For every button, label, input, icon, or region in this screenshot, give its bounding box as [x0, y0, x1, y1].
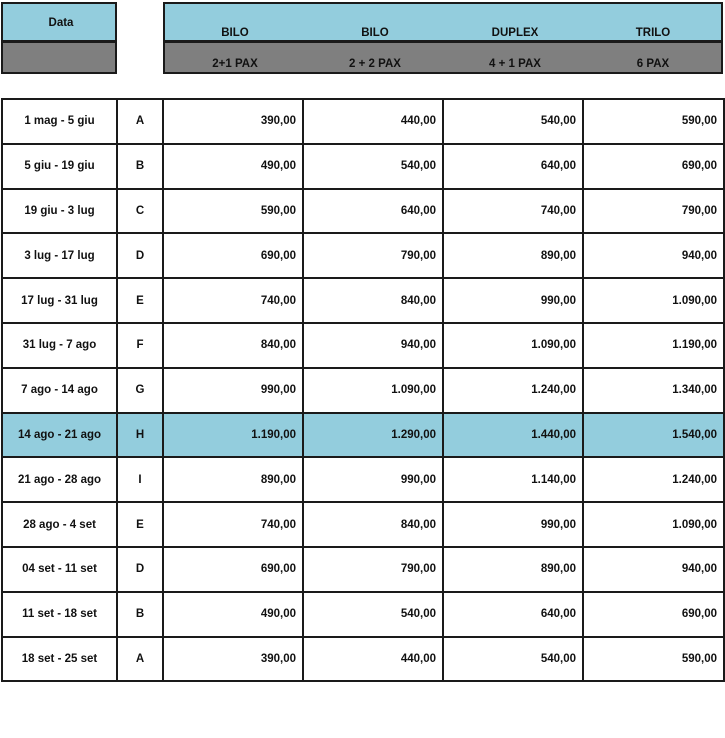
table-row — [2, 368, 724, 413]
price-cell: 990,00 — [443, 278, 583, 323]
table-row — [2, 278, 724, 323]
price-cell: 390,00 — [163, 99, 303, 144]
price-cell: 540,00 — [303, 592, 443, 637]
price-cell: 1.540,00 — [583, 413, 724, 458]
header-type-2: BILO — [361, 27, 389, 39]
price-table-body — [2, 99, 724, 681]
period-cell: 11 set - 18 set — [2, 592, 117, 637]
header-grey-cell — [1, 41, 117, 74]
price-cell: 940,00 — [303, 323, 443, 368]
price-cell: 1.140,00 — [443, 457, 583, 502]
season-code-cell: D — [117, 233, 163, 278]
season-code-cell: D — [117, 547, 163, 592]
price-cell: 690,00 — [163, 233, 303, 278]
price-cell: 490,00 — [163, 144, 303, 189]
price-cell: 590,00 — [583, 637, 724, 682]
period-cell: 19 giu - 3 lug — [2, 189, 117, 234]
price-cell: 640,00 — [303, 189, 443, 234]
header-type-4: TRILO — [635, 27, 671, 39]
season-code-cell: I — [117, 457, 163, 502]
price-cell: 440,00 — [303, 99, 443, 144]
table-row — [2, 592, 724, 637]
table-row — [2, 189, 724, 234]
price-cell: 690,00 — [163, 547, 303, 592]
table-row — [2, 502, 724, 547]
price-cell: 790,00 — [303, 233, 443, 278]
price-cell: 590,00 — [583, 99, 724, 144]
period-cell: 21 ago - 28 ago — [2, 457, 117, 502]
period-cell: 04 set - 11 set — [2, 547, 117, 592]
price-cell: 990,00 — [303, 457, 443, 502]
price-cell: 690,00 — [583, 144, 724, 189]
price-cell: 740,00 — [163, 502, 303, 547]
price-cell: 540,00 — [443, 99, 583, 144]
price-cell: 1.090,00 — [443, 323, 583, 368]
table-row — [2, 233, 724, 278]
header-pax-row — [163, 41, 723, 74]
season-code-cell: B — [117, 144, 163, 189]
price-cell: 1.090,00 — [583, 502, 724, 547]
price-cell: 990,00 — [163, 368, 303, 413]
period-cell: 7 ago - 14 ago — [2, 368, 117, 413]
header-pax-3: 4 + 1 PAX — [489, 58, 541, 70]
period-cell: 5 giu - 19 giu — [2, 144, 117, 189]
period-cell: 31 lug - 7 ago — [2, 323, 117, 368]
price-cell: 740,00 — [443, 189, 583, 234]
price-cell: 1.240,00 — [583, 457, 724, 502]
header-data-cell — [1, 2, 117, 42]
header-type-3: DUPLEX — [491, 27, 539, 39]
price-cell: 940,00 — [583, 547, 724, 592]
price-cell: 1.340,00 — [583, 368, 724, 413]
table-row — [2, 547, 724, 592]
table-row — [2, 413, 724, 458]
price-cell: 440,00 — [303, 637, 443, 682]
period-cell: 1 mag - 5 giu — [2, 99, 117, 144]
price-cell: 390,00 — [163, 637, 303, 682]
table-row — [2, 99, 724, 144]
price-cell: 990,00 — [443, 502, 583, 547]
price-cell: 890,00 — [443, 547, 583, 592]
price-cell: 640,00 — [443, 592, 583, 637]
header-pax-4: 6 PAX — [636, 58, 670, 70]
price-cell: 890,00 — [443, 233, 583, 278]
price-cell: 840,00 — [163, 323, 303, 368]
price-cell: 790,00 — [583, 189, 724, 234]
header-apartment-types — [163, 2, 723, 42]
table-row — [2, 637, 724, 682]
period-cell: 17 lug - 31 lug — [2, 278, 117, 323]
price-cell: 690,00 — [583, 592, 724, 637]
season-code-cell: F — [117, 323, 163, 368]
season-code-cell: E — [117, 502, 163, 547]
price-cell: 1.190,00 — [583, 323, 724, 368]
period-cell: 18 set - 25 set — [2, 637, 117, 682]
price-cell: 840,00 — [303, 278, 443, 323]
period-cell: 14 ago - 21 ago — [2, 413, 117, 458]
price-cell: 590,00 — [163, 189, 303, 234]
season-code-cell: H — [117, 413, 163, 458]
price-cell: 540,00 — [443, 637, 583, 682]
table-row — [2, 323, 724, 368]
price-cell: 1.440,00 — [443, 413, 583, 458]
period-cell: 3 lug - 17 lug — [2, 233, 117, 278]
period-cell: 28 ago - 4 set — [2, 502, 117, 547]
season-code-cell: A — [117, 637, 163, 682]
price-cell: 740,00 — [163, 278, 303, 323]
price-cell: 940,00 — [583, 233, 724, 278]
header-data-label: Data — [48, 17, 74, 29]
price-cell: 890,00 — [163, 457, 303, 502]
price-cell: 640,00 — [443, 144, 583, 189]
price-cell: 1.090,00 — [583, 278, 724, 323]
season-code-cell: A — [117, 99, 163, 144]
price-table — [1, 98, 725, 682]
header-pax-1: 2+1 PAX — [212, 58, 258, 70]
header-type-1: BILO — [221, 27, 249, 39]
season-code-cell: C — [117, 189, 163, 234]
price-cell: 840,00 — [303, 502, 443, 547]
season-code-cell: E — [117, 278, 163, 323]
table-row — [2, 144, 724, 189]
season-code-cell: B — [117, 592, 163, 637]
season-code-cell: G — [117, 368, 163, 413]
price-cell: 1.290,00 — [303, 413, 443, 458]
price-cell: 790,00 — [303, 547, 443, 592]
price-cell: 540,00 — [303, 144, 443, 189]
header-pax-2: 2 + 2 PAX — [349, 58, 401, 70]
table-row — [2, 457, 724, 502]
price-cell: 1.090,00 — [303, 368, 443, 413]
price-cell: 1.240,00 — [443, 368, 583, 413]
price-cell: 490,00 — [163, 592, 303, 637]
price-cell: 1.190,00 — [163, 413, 303, 458]
